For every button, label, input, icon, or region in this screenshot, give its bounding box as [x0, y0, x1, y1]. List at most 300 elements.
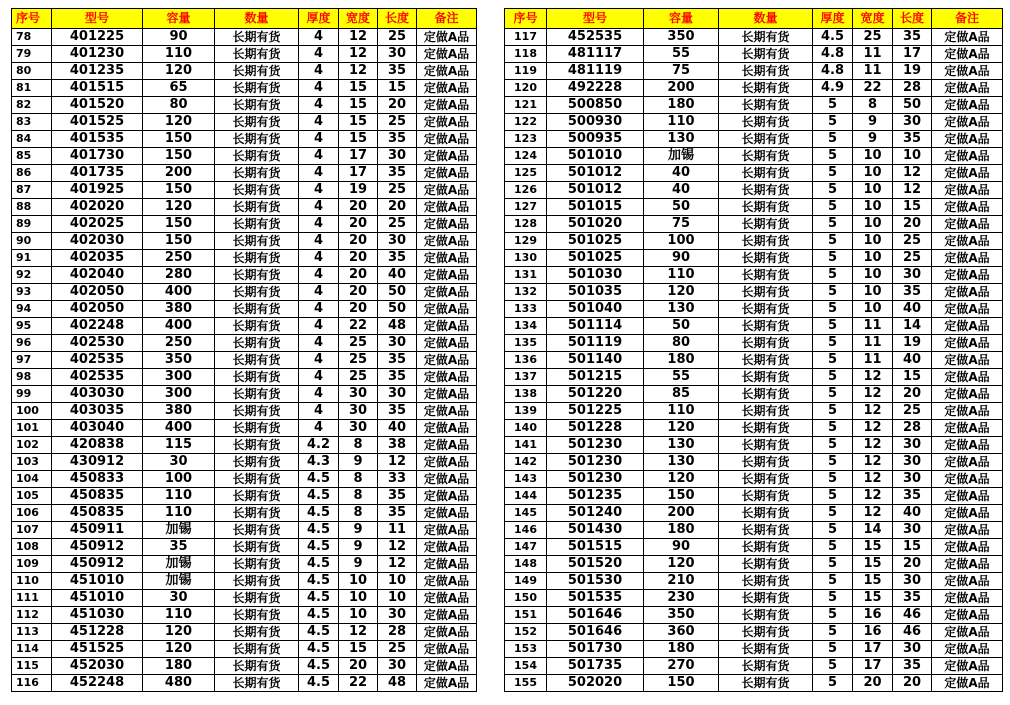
- thickness-cell: 5: [813, 403, 853, 420]
- width-cell: 10: [853, 216, 893, 233]
- seq-cell: 127: [505, 199, 547, 216]
- length-cell: 11: [378, 522, 417, 539]
- seq-cell: 151: [505, 607, 547, 624]
- model-cell: 403035: [52, 403, 143, 420]
- thickness-cell: 5: [813, 471, 853, 488]
- status-cell: 长期有货: [215, 420, 299, 437]
- note-cell: 定做A品: [932, 97, 1003, 114]
- note-cell: 定做A品: [932, 539, 1003, 556]
- width-cell: 20: [339, 284, 378, 301]
- status-cell: 长期有货: [215, 148, 299, 165]
- width-cell: 14: [853, 522, 893, 539]
- right-table-container: [504, 8, 1003, 692]
- seq-cell: 108: [12, 539, 52, 556]
- status-cell: 长期有货: [719, 556, 813, 573]
- status-cell: 长期有货: [719, 471, 813, 488]
- model-cell: 501535: [547, 590, 644, 607]
- note-cell: 定做A品: [417, 301, 477, 318]
- length-cell: 15: [893, 369, 932, 386]
- header-model: 型号: [52, 9, 143, 29]
- length-cell: 50: [893, 97, 932, 114]
- model-cell: 501730: [547, 641, 644, 658]
- length-cell: 30: [893, 522, 932, 539]
- note-cell: 定做A品: [417, 233, 477, 250]
- note-cell: 定做A品: [932, 522, 1003, 539]
- length-cell: 10: [378, 590, 417, 607]
- length-cell: 20: [893, 386, 932, 403]
- width-cell: 15: [853, 573, 893, 590]
- thickness-cell: 4: [299, 369, 339, 386]
- length-cell: 30: [893, 437, 932, 454]
- table-row: [505, 114, 1003, 131]
- capacity-cell: 90: [644, 539, 719, 556]
- model-cell: 452248: [52, 675, 143, 692]
- width-cell: 10: [853, 250, 893, 267]
- width-cell: 17: [853, 658, 893, 675]
- table-row: [505, 437, 1003, 454]
- length-cell: 35: [893, 658, 932, 675]
- seq-cell: 148: [505, 556, 547, 573]
- width-cell: 9: [339, 454, 378, 471]
- width-cell: 16: [853, 607, 893, 624]
- status-cell: 长期有货: [215, 267, 299, 284]
- width-cell: 10: [339, 590, 378, 607]
- capacity-cell: 350: [644, 29, 719, 46]
- capacity-cell: 110: [143, 505, 215, 522]
- table-row: [12, 539, 477, 556]
- seq-cell: 104: [12, 471, 52, 488]
- capacity-cell: 120: [644, 471, 719, 488]
- width-cell: 10: [853, 165, 893, 182]
- table-row: [12, 182, 477, 199]
- length-cell: 30: [893, 573, 932, 590]
- note-cell: 定做A品: [417, 284, 477, 301]
- seq-cell: 122: [505, 114, 547, 131]
- header-seq: 序号: [12, 9, 52, 29]
- thickness-cell: 4: [299, 97, 339, 114]
- status-cell: 长期有货: [719, 539, 813, 556]
- seq-cell: 103: [12, 454, 52, 471]
- table-row: [505, 250, 1003, 267]
- table-row: [505, 318, 1003, 335]
- note-cell: 定做A品: [417, 267, 477, 284]
- capacity-cell: 300: [143, 386, 215, 403]
- model-cell: 402030: [52, 233, 143, 250]
- header-thickness: 厚度: [299, 9, 339, 29]
- width-cell: 8: [339, 471, 378, 488]
- capacity-cell: 250: [143, 335, 215, 352]
- length-cell: 17: [893, 46, 932, 63]
- note-cell: 定做A品: [417, 437, 477, 454]
- seq-cell: 143: [505, 471, 547, 488]
- length-cell: 28: [893, 80, 932, 97]
- width-cell: 12: [853, 403, 893, 420]
- model-cell: 450833: [52, 471, 143, 488]
- note-cell: 定做A品: [417, 420, 477, 437]
- width-cell: 25: [339, 369, 378, 386]
- thickness-cell: 4.5: [299, 624, 339, 641]
- seq-cell: 101: [12, 420, 52, 437]
- status-cell: 长期有货: [215, 97, 299, 114]
- status-cell: 长期有货: [719, 233, 813, 250]
- seq-cell: 136: [505, 352, 547, 369]
- seq-cell: 86: [12, 165, 52, 182]
- model-cell: 501010: [547, 148, 644, 165]
- status-cell: 长期有货: [215, 607, 299, 624]
- seq-cell: 94: [12, 301, 52, 318]
- capacity-cell: 150: [143, 182, 215, 199]
- width-cell: 8: [339, 437, 378, 454]
- note-cell: 定做A品: [932, 352, 1003, 369]
- thickness-cell: 4: [299, 114, 339, 131]
- capacity-cell: 180: [644, 641, 719, 658]
- table-row: [12, 352, 477, 369]
- seq-cell: 149: [505, 573, 547, 590]
- note-cell: 定做A品: [417, 114, 477, 131]
- thickness-cell: 5: [813, 573, 853, 590]
- status-cell: 长期有货: [215, 114, 299, 131]
- status-cell: 长期有货: [215, 386, 299, 403]
- seq-cell: 116: [12, 675, 52, 692]
- seq-cell: 144: [505, 488, 547, 505]
- seq-cell: 113: [12, 624, 52, 641]
- table-header-row: [505, 9, 1003, 29]
- status-cell: 长期有货: [719, 437, 813, 454]
- note-cell: 定做A品: [417, 505, 477, 522]
- table-row: [505, 675, 1003, 692]
- status-cell: 长期有货: [719, 301, 813, 318]
- thickness-cell: 4.5: [299, 641, 339, 658]
- table-row: [12, 403, 477, 420]
- table-row: [505, 182, 1003, 199]
- width-cell: 15: [853, 590, 893, 607]
- table-row: [505, 607, 1003, 624]
- thickness-cell: 4.8: [813, 63, 853, 80]
- table-row: [505, 46, 1003, 63]
- length-cell: 35: [378, 352, 417, 369]
- header-length: 长度: [893, 9, 932, 29]
- status-cell: 长期有货: [215, 471, 299, 488]
- seq-cell: 84: [12, 131, 52, 148]
- capacity-cell: 180: [644, 522, 719, 539]
- table-row: [12, 63, 477, 80]
- model-cell: 481119: [547, 63, 644, 80]
- capacity-cell: 30: [143, 590, 215, 607]
- length-cell: 35: [378, 250, 417, 267]
- model-cell: 501140: [547, 352, 644, 369]
- width-cell: 11: [853, 335, 893, 352]
- table-row: [12, 454, 477, 471]
- width-cell: 25: [339, 352, 378, 369]
- thickness-cell: 5: [813, 335, 853, 352]
- length-cell: 38: [378, 437, 417, 454]
- length-cell: 20: [893, 556, 932, 573]
- capacity-cell: 55: [644, 369, 719, 386]
- status-cell: 长期有货: [719, 318, 813, 335]
- length-cell: 20: [893, 675, 932, 692]
- thickness-cell: 4.5: [299, 471, 339, 488]
- capacity-cell: 85: [644, 386, 719, 403]
- width-cell: 9: [339, 556, 378, 573]
- seq-cell: 119: [505, 63, 547, 80]
- width-cell: 25: [853, 29, 893, 46]
- width-cell: 20: [339, 658, 378, 675]
- note-cell: 定做A品: [417, 46, 477, 63]
- width-cell: 30: [339, 403, 378, 420]
- model-cell: 450911: [52, 522, 143, 539]
- header-note: 备注: [417, 9, 477, 29]
- capacity-cell: 80: [143, 97, 215, 114]
- thickness-cell: 4: [299, 250, 339, 267]
- status-cell: 长期有货: [215, 63, 299, 80]
- length-cell: 30: [378, 386, 417, 403]
- status-cell: 长期有货: [719, 607, 813, 624]
- seq-cell: 95: [12, 318, 52, 335]
- width-cell: 20: [853, 675, 893, 692]
- table-row: [505, 131, 1003, 148]
- capacity-cell: 120: [644, 556, 719, 573]
- note-cell: 定做A品: [932, 437, 1003, 454]
- table-row: [505, 216, 1003, 233]
- note-cell: 定做A品: [932, 471, 1003, 488]
- capacity-cell: 50: [644, 318, 719, 335]
- model-cell: 403030: [52, 386, 143, 403]
- table-row: [505, 386, 1003, 403]
- model-cell: 451030: [52, 607, 143, 624]
- width-cell: 12: [853, 505, 893, 522]
- thickness-cell: 4: [299, 80, 339, 97]
- model-cell: 402025: [52, 216, 143, 233]
- width-cell: 22: [339, 675, 378, 692]
- thickness-cell: 4: [299, 335, 339, 352]
- seq-cell: 137: [505, 369, 547, 386]
- length-cell: 12: [893, 182, 932, 199]
- capacity-cell: 50: [644, 199, 719, 216]
- model-cell: 501119: [547, 335, 644, 352]
- seq-cell: 152: [505, 624, 547, 641]
- seq-cell: 85: [12, 148, 52, 165]
- length-cell: 50: [378, 301, 417, 318]
- status-cell: 长期有货: [215, 403, 299, 420]
- status-cell: 长期有货: [719, 29, 813, 46]
- seq-cell: 134: [505, 318, 547, 335]
- model-cell: 492228: [547, 80, 644, 97]
- note-cell: 定做A品: [417, 131, 477, 148]
- length-cell: 50: [378, 284, 417, 301]
- length-cell: 14: [893, 318, 932, 335]
- status-cell: 长期有货: [719, 505, 813, 522]
- capacity-cell: 40: [644, 182, 719, 199]
- width-cell: 15: [339, 641, 378, 658]
- thickness-cell: 4.5: [299, 658, 339, 675]
- thickness-cell: 4.3: [299, 454, 339, 471]
- note-cell: 定做A品: [932, 335, 1003, 352]
- width-cell: 9: [853, 131, 893, 148]
- width-cell: 20: [339, 233, 378, 250]
- note-cell: 定做A品: [417, 675, 477, 692]
- width-cell: 11: [853, 46, 893, 63]
- thickness-cell: 5: [813, 539, 853, 556]
- note-cell: 定做A品: [417, 454, 477, 471]
- seq-cell: 154: [505, 658, 547, 675]
- model-cell: 501215: [547, 369, 644, 386]
- length-cell: 30: [893, 641, 932, 658]
- thickness-cell: 5: [813, 488, 853, 505]
- width-cell: 8: [853, 97, 893, 114]
- header-quantity: 数量: [215, 9, 299, 29]
- model-cell: 430912: [52, 454, 143, 471]
- seq-cell: 135: [505, 335, 547, 352]
- status-cell: 长期有货: [719, 284, 813, 301]
- width-cell: 11: [853, 352, 893, 369]
- note-cell: 定做A品: [932, 590, 1003, 607]
- table-row: [505, 522, 1003, 539]
- width-cell: 20: [339, 199, 378, 216]
- thickness-cell: 5: [813, 454, 853, 471]
- seq-cell: 145: [505, 505, 547, 522]
- model-cell: 501230: [547, 437, 644, 454]
- status-cell: 长期有货: [719, 369, 813, 386]
- length-cell: 35: [893, 488, 932, 505]
- width-cell: 9: [339, 539, 378, 556]
- length-cell: 35: [378, 131, 417, 148]
- capacity-cell: 250: [143, 250, 215, 267]
- seq-cell: 99: [12, 386, 52, 403]
- width-cell: 22: [339, 318, 378, 335]
- table-row: [12, 658, 477, 675]
- note-cell: 定做A品: [417, 250, 477, 267]
- width-cell: 15: [853, 539, 893, 556]
- note-cell: 定做A品: [417, 607, 477, 624]
- table-row: [12, 114, 477, 131]
- status-cell: 长期有货: [215, 182, 299, 199]
- model-cell: 501114: [547, 318, 644, 335]
- thickness-cell: 4: [299, 199, 339, 216]
- length-cell: 25: [893, 403, 932, 420]
- table-row: [12, 369, 477, 386]
- note-cell: 定做A品: [417, 335, 477, 352]
- capacity-cell: 55: [644, 46, 719, 63]
- status-cell: 长期有货: [719, 97, 813, 114]
- width-cell: 16: [853, 624, 893, 641]
- model-cell: 401515: [52, 80, 143, 97]
- seq-cell: 128: [505, 216, 547, 233]
- note-cell: 定做A品: [417, 148, 477, 165]
- status-cell: 长期有货: [719, 267, 813, 284]
- thickness-cell: 4: [299, 301, 339, 318]
- note-cell: 定做A品: [932, 216, 1003, 233]
- seq-cell: 89: [12, 216, 52, 233]
- status-cell: 长期有货: [719, 114, 813, 131]
- model-cell: 401535: [52, 131, 143, 148]
- header-width: 宽度: [853, 9, 893, 29]
- model-cell: 451228: [52, 624, 143, 641]
- capacity-cell: 110: [143, 488, 215, 505]
- model-cell: 402035: [52, 250, 143, 267]
- note-cell: 定做A品: [417, 539, 477, 556]
- thickness-cell: 4.5: [299, 590, 339, 607]
- table-row: [505, 267, 1003, 284]
- table-row: [12, 607, 477, 624]
- thickness-cell: 5: [813, 505, 853, 522]
- note-cell: 定做A品: [417, 97, 477, 114]
- length-cell: 28: [378, 624, 417, 641]
- status-cell: 长期有货: [215, 29, 299, 46]
- capacity-cell: 150: [143, 148, 215, 165]
- header-capacity: 容量: [143, 9, 215, 29]
- capacity-cell: 480: [143, 675, 215, 692]
- length-cell: 15: [378, 80, 417, 97]
- length-cell: 25: [893, 233, 932, 250]
- table-row: [12, 216, 477, 233]
- length-cell: 10: [378, 573, 417, 590]
- seq-cell: 142: [505, 454, 547, 471]
- model-cell: 501025: [547, 233, 644, 250]
- seq-cell: 111: [12, 590, 52, 607]
- model-cell: 420838: [52, 437, 143, 454]
- thickness-cell: 4.2: [299, 437, 339, 454]
- width-cell: 20: [339, 267, 378, 284]
- thickness-cell: 5: [813, 522, 853, 539]
- table-row: [505, 335, 1003, 352]
- model-cell: 500930: [547, 114, 644, 131]
- seq-cell: 88: [12, 199, 52, 216]
- capacity-cell: 120: [143, 199, 215, 216]
- capacity-cell: 180: [143, 658, 215, 675]
- table-row: [12, 199, 477, 216]
- thickness-cell: 4: [299, 63, 339, 80]
- width-cell: 15: [853, 556, 893, 573]
- table-row: [12, 148, 477, 165]
- width-cell: 11: [853, 63, 893, 80]
- thickness-cell: 5: [813, 352, 853, 369]
- seq-cell: 115: [12, 658, 52, 675]
- capacity-cell: 40: [644, 165, 719, 182]
- model-cell: 401230: [52, 46, 143, 63]
- status-cell: 长期有货: [719, 675, 813, 692]
- status-cell: 长期有货: [719, 658, 813, 675]
- note-cell: 定做A品: [932, 658, 1003, 675]
- model-cell: 501225: [547, 403, 644, 420]
- length-cell: 25: [378, 182, 417, 199]
- table-row: [505, 488, 1003, 505]
- thickness-cell: 5: [813, 675, 853, 692]
- note-cell: 定做A品: [932, 675, 1003, 692]
- status-cell: 长期有货: [215, 488, 299, 505]
- status-cell: 长期有货: [215, 641, 299, 658]
- length-cell: 40: [378, 267, 417, 284]
- thickness-cell: 5: [813, 624, 853, 641]
- model-cell: 501012: [547, 182, 644, 199]
- capacity-cell: 280: [143, 267, 215, 284]
- seq-cell: 114: [12, 641, 52, 658]
- width-cell: 15: [339, 131, 378, 148]
- thickness-cell: 4.5: [299, 607, 339, 624]
- width-cell: 17: [339, 165, 378, 182]
- table-row: [505, 403, 1003, 420]
- width-cell: 22: [853, 80, 893, 97]
- seq-cell: 102: [12, 437, 52, 454]
- note-cell: 定做A品: [932, 386, 1003, 403]
- capacity-cell: 75: [644, 63, 719, 80]
- note-cell: 定做A品: [417, 29, 477, 46]
- note-cell: 定做A品: [932, 131, 1003, 148]
- seq-cell: 80: [12, 63, 52, 80]
- length-cell: 35: [378, 505, 417, 522]
- capacity-cell: 150: [644, 675, 719, 692]
- seq-cell: 98: [12, 369, 52, 386]
- capacity-cell: 115: [143, 437, 215, 454]
